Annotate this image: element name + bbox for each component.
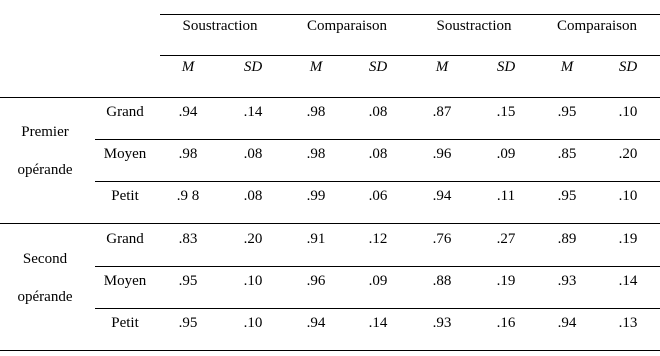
- value-cell: .95: [178, 315, 198, 331]
- stat-header: M: [309, 59, 323, 75]
- value-cell: .16: [496, 315, 516, 331]
- row-rule: [95, 308, 660, 309]
- row-rule: [95, 139, 660, 140]
- value-cell: .94: [306, 315, 326, 331]
- value-cell: .11: [496, 188, 516, 204]
- value-cell: .88: [432, 273, 452, 289]
- value-cell: .98: [306, 146, 326, 162]
- group-label: Premier: [21, 124, 69, 140]
- value-cell: .85: [557, 146, 577, 162]
- stat-header: M: [560, 59, 574, 75]
- value-cell: .08: [243, 146, 263, 162]
- stat-header: M: [181, 59, 195, 75]
- value-cell: .91: [306, 231, 326, 247]
- row-rule: [95, 181, 660, 182]
- value-cell: .98: [306, 104, 326, 120]
- value-cell: .09: [496, 146, 516, 162]
- header-bottom-rule: [0, 97, 660, 98]
- value-cell: .15: [496, 104, 516, 120]
- value-cell: .99: [306, 188, 326, 204]
- row-size-label: Moyen: [103, 273, 147, 289]
- value-cell: .08: [243, 188, 263, 204]
- value-cell: .06: [368, 188, 388, 204]
- value-cell: .87: [432, 104, 452, 120]
- stat-header: M: [435, 59, 449, 75]
- value-cell: .98: [178, 146, 198, 162]
- stat-header: SD: [368, 59, 388, 75]
- value-cell: .95: [557, 188, 577, 204]
- value-cell: .13: [618, 315, 638, 331]
- stat-header: SD: [243, 59, 263, 75]
- group-label: opérande: [17, 289, 73, 305]
- value-cell: .95: [178, 273, 198, 289]
- value-cell: .83: [178, 231, 198, 247]
- value-cell: .12: [368, 231, 388, 247]
- stat-header: SD: [496, 59, 516, 75]
- top-rule: [160, 14, 660, 15]
- task-header: Comparaison: [307, 18, 387, 34]
- value-cell: .09: [368, 273, 388, 289]
- value-cell: .76: [432, 231, 452, 247]
- value-cell: .10: [243, 315, 263, 331]
- value-cell: .19: [618, 231, 638, 247]
- row-size-label: Grand: [106, 231, 144, 247]
- row-size-label: Grand: [106, 104, 144, 120]
- value-cell: .14: [368, 315, 388, 331]
- value-cell: .93: [432, 315, 452, 331]
- value-cell: .93: [557, 273, 577, 289]
- row-size-label: Petit: [111, 315, 139, 331]
- value-cell: .96: [306, 273, 326, 289]
- value-cell: .20: [618, 146, 638, 162]
- value-cell: .10: [243, 273, 263, 289]
- value-cell: .14: [243, 104, 263, 120]
- value-cell: .27: [496, 231, 516, 247]
- value-cell: .08: [368, 104, 388, 120]
- row-size-label: Moyen: [103, 146, 147, 162]
- task-header: Soustraction: [182, 18, 258, 34]
- value-cell: .95: [557, 104, 577, 120]
- bottom-rule: [0, 350, 660, 351]
- row-size-label: Petit: [111, 188, 139, 204]
- task-header: Soustraction: [436, 18, 512, 34]
- group-label: opérande: [17, 162, 73, 178]
- value-cell: .20: [243, 231, 263, 247]
- value-cell: .89: [557, 231, 577, 247]
- value-cell: .19: [496, 273, 516, 289]
- row-rule: [95, 266, 660, 267]
- group-label: Second: [22, 251, 68, 267]
- value-cell: .9 8: [176, 188, 200, 204]
- value-cell: .94: [178, 104, 198, 120]
- value-cell: .94: [557, 315, 577, 331]
- value-cell: .10: [618, 188, 638, 204]
- value-cell: .96: [432, 146, 452, 162]
- value-cell: .10: [618, 104, 638, 120]
- value-cell: .08: [368, 146, 388, 162]
- stat-header: SD: [618, 59, 638, 75]
- group-divider-rule: [0, 223, 660, 224]
- value-cell: .94: [432, 188, 452, 204]
- task-rule: [160, 55, 660, 56]
- value-cell: .14: [618, 273, 638, 289]
- task-header: Comparaison: [557, 18, 637, 34]
